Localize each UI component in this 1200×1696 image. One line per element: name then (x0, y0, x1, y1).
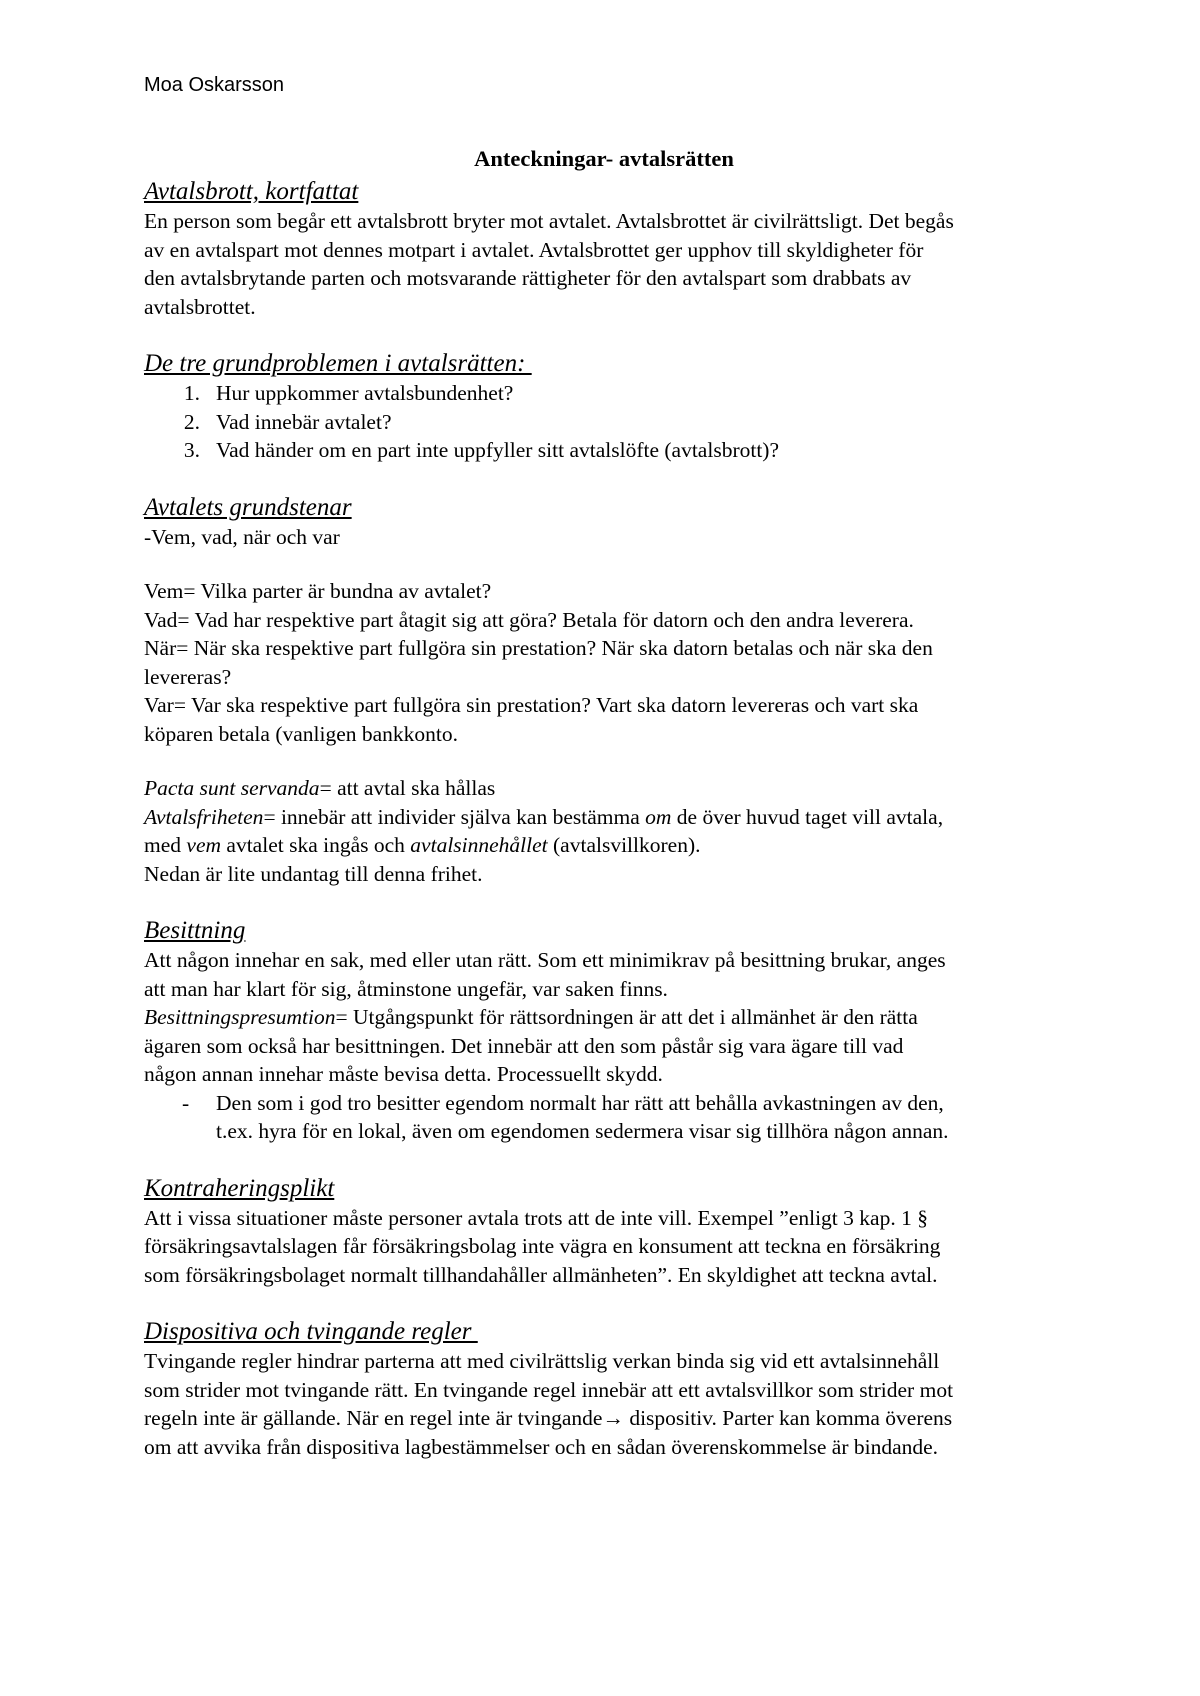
definition-text: = Utgångspunkt för rättsordningen är att det i allmänhet är den rätta (335, 1005, 918, 1029)
heading-grundstenar: Avtalets grundstenar (144, 493, 352, 521)
definition-text: = att avtal ska hållas (319, 776, 496, 800)
list-item (144, 436, 1064, 465)
term-om: om (645, 804, 672, 829)
list-number: 2. (183, 409, 200, 434)
paragraph-line: Var= Var ska respektive part fullgöra sin prestation? Vart ska datorn levereras och vart ska (144, 693, 919, 717)
paragraph-line: Tvingande regler hindrar parterna att med civilrättslig verkan binda sig vid ett avtalsinnehåll (144, 1349, 940, 1373)
paragraph-line: Vem= Vilka parter är bundna av avtalet? (144, 579, 492, 603)
paragraph-line: som strider mot tvingande rätt. En tvingande regel innebär att ett avtalsvillkor som strider mot (144, 1377, 954, 1402)
heading-grundproblemen: De tre grundproblemen i avtalsrätten: (144, 350, 532, 377)
paragraph-text: dispositiv. Parter kan komma överens (623, 1406, 953, 1430)
paragraph-line: -Vem, vad, när och var (144, 524, 340, 549)
heading-besittning: Besittning (144, 917, 246, 944)
paragraph-line: En person som begår ett avtalsbrott bryter mot avtalet. Avtalsbrottet är civilrättsligt. Det begås (144, 209, 954, 233)
paragraph-line: Att någon innehar en sak, med eller utan rätt. Som ett minimikrav på besittning brukar, anges (144, 948, 946, 972)
paragraph-line: avtalsbrottet. (144, 294, 256, 319)
term-avtalsfriheten: Avtalsfriheten (144, 804, 264, 829)
paragraph-line: försäkringsavtalslagen får försäkringsbolag inte vägra en konsument att teckna en försäkring (144, 1234, 941, 1258)
heading-kontraheringsplikt: Kontraheringsplikt (144, 1174, 335, 1202)
arrow-right-icon: → (602, 1406, 624, 1430)
paragraph-line: som försäkringsbolaget normalt tillhandahåller allmänheten”. En skyldighet att teckna avtal. (144, 1262, 938, 1287)
list-number: 1. (183, 381, 200, 405)
definition-text: med (144, 833, 187, 857)
list-item (144, 379, 1064, 408)
paragraph-line: köparen betala (vanligen bankkonto. (144, 721, 459, 746)
term-besittningspresumtion: Besittningspresumtion (144, 1005, 336, 1029)
document-body (144, 145, 1064, 1461)
paragraph-line (144, 1003, 1064, 1032)
bullet-dash: - (182, 1090, 190, 1115)
paragraph-line: någon annan innehar måste bevisa detta. Processuellt skydd. (144, 1062, 663, 1086)
bullet-line: t.ex. hyra för en lokal, även om egendomen sedermera visar sig tillhöra någon annan. (216, 1119, 949, 1143)
list-text: Hur uppkommer avtalsbundenhet? (216, 381, 514, 405)
term-vem: vem (186, 833, 222, 857)
author-name: Moa Oskarsson (144, 74, 285, 96)
list-item (144, 408, 1064, 437)
heading-avtalsbrott: Avtalsbrott, kortfattat (144, 178, 359, 205)
definition-text: avtalet ska ingås och (221, 833, 411, 857)
bullet-line: Den som i god tro besitter egendom normalt har rätt att behålla avkastningen av den, (216, 1090, 944, 1115)
paragraph-line (144, 774, 1064, 803)
heading-dispositiva: Dispositiva och tvingande regler (144, 1318, 478, 1345)
paragraph-line: levereras? (144, 664, 232, 689)
paragraph-line: att man har klart för sig, åtminstone ungefär, var saken finns. (144, 976, 668, 1001)
paragraph-line: Vad= Vad har respektive part åtagit sig att göra? Betala för datorn och den andra leverera. (144, 607, 914, 632)
paragraph-line: ägaren som också har besittningen. Det innebär att den som påstår sig vara ägare till vad (144, 1033, 904, 1058)
paragraph-line: av en avtalspart mot dennes motpart i avtalet. Avtalsbrottet ger upphov till skyldigheter för (144, 237, 924, 262)
definition-text: = innebär att individer själva kan bestämma (263, 804, 646, 829)
paragraph-line: När= När ska respektive part fullgöra sin prestation? När ska datorn betalas och när ska den (144, 636, 933, 660)
paragraph-text: regeln inte är gällande. När en regel inte är tvingande (144, 1406, 603, 1430)
list-text: Vad händer om en part inte uppfyller sitt avtalslöfte (avtalsbrott)? (216, 438, 779, 462)
document-title: Anteckningar- avtalsrätten (474, 146, 734, 171)
definition-text: (avtalsvillkoren). (547, 833, 701, 857)
paragraph-line (144, 831, 1064, 860)
term-pacta: Pacta sunt servanda (144, 776, 320, 800)
list-number: 3. (183, 438, 200, 462)
bullet-item (144, 1089, 1064, 1146)
term-avtalsinnehallet: avtalsinnehållet (410, 833, 548, 857)
paragraph-line: Att i vissa situationer måste personer avtala trots att de inte vill. Exempel ”enligt 3 kap. 1 § (144, 1205, 928, 1230)
definition-text: de över huvud taget vill avtala, (671, 804, 944, 829)
paragraph-line (144, 803, 1064, 832)
paragraph-line: den avtalsbrytande parten och motsvarande rättigheter för den avtalspart som drabbats av (144, 266, 912, 290)
list-text: Vad innebär avtalet? (216, 409, 392, 434)
paragraph-line (144, 1404, 1064, 1433)
paragraph-line: om att avvika från dispositiva lagbestämmelser och en sådan överenskommelse är bindande. (144, 1434, 939, 1459)
paragraph-line: Nedan är lite undantag till denna frihet. (144, 861, 483, 886)
